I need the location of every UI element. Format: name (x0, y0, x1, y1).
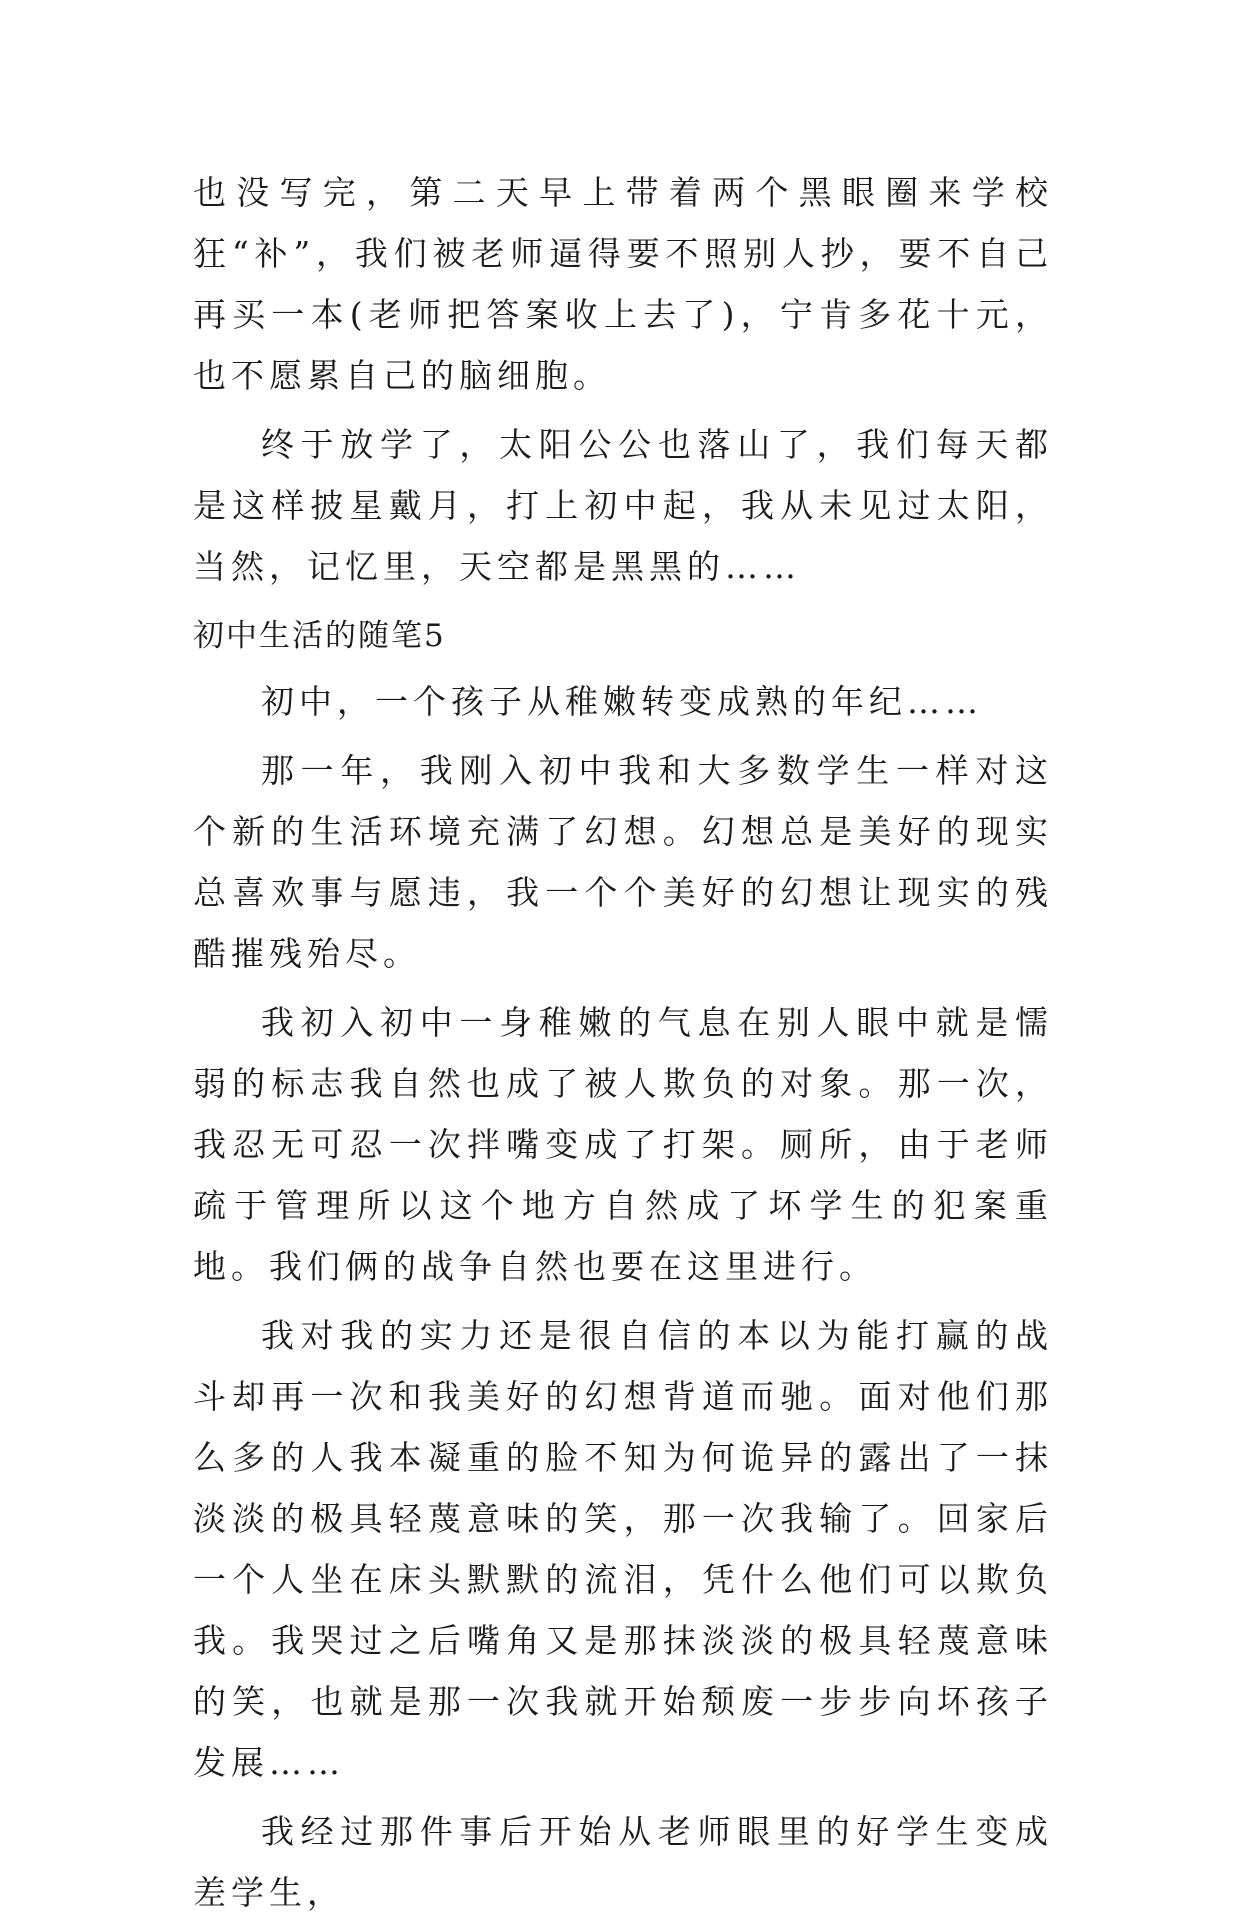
document-body (193, 162, 1053, 1931)
section-heading: 初中生活的随笔5 (193, 618, 446, 654)
paragraph: 我初入初中一身稚嫩的气息在别人眼中就是懦弱的标志我自然也成了被人欺负的对象。那一次，我忍无可忍一次拌嘴变成了打架。厕所，由于老师疏于管理所以这个地方自然成了坏学生的犯案重地。我们俩的战争自然也要在这里进行。 (193, 1003, 1053, 1286)
paragraph: 终于放学了，太阳公公也落山了，我们每天都是这样披星戴月，打上初中起，我从未见过太阳，当然，记忆里，天空都是黑黑的…… (193, 425, 1053, 586)
paragraph: 初中，一个孩子从稚嫩转变成熟的年纪…… (261, 682, 983, 721)
paragraph: 也没写完，第二天早上带着两个黑眼圈来学校狂“补”，我们被老师逼得要不照别人抄，要不自己再买一本(老师把答案收上去了)，宁肯多花十元，也不愿累自己的脑细胞。 (193, 173, 1053, 395)
paragraph: 那一年，我刚入初中我和大多数学生一样对这个新的生活环境充满了幻想。幻想总是美好的现实总喜欢事与愿违，我一个个美好的幻想让现实的残酷摧残殆尽。 (193, 751, 1053, 973)
paragraph: 我经过那件事后开始从老师眼里的好学生变成差学生， (193, 1812, 1053, 1912)
paragraph: 我对我的实力还是很自信的本以为能打赢的战斗却再一次和我美好的幻想背道而驰。面对他们那么多的人我本凝重的脸不知为何诡异的露出了一抹淡淡的极具轻蔑意味的笑，那一次我输了。回家后一个人坐在床头默默的流泪，凭什么他们可以欺负我。我哭过之后嘴角又是那抹淡淡的极具轻蔑意味的笑，也就是那一次我就开始颓废一步步向坏孩子发展…… (193, 1316, 1053, 1782)
